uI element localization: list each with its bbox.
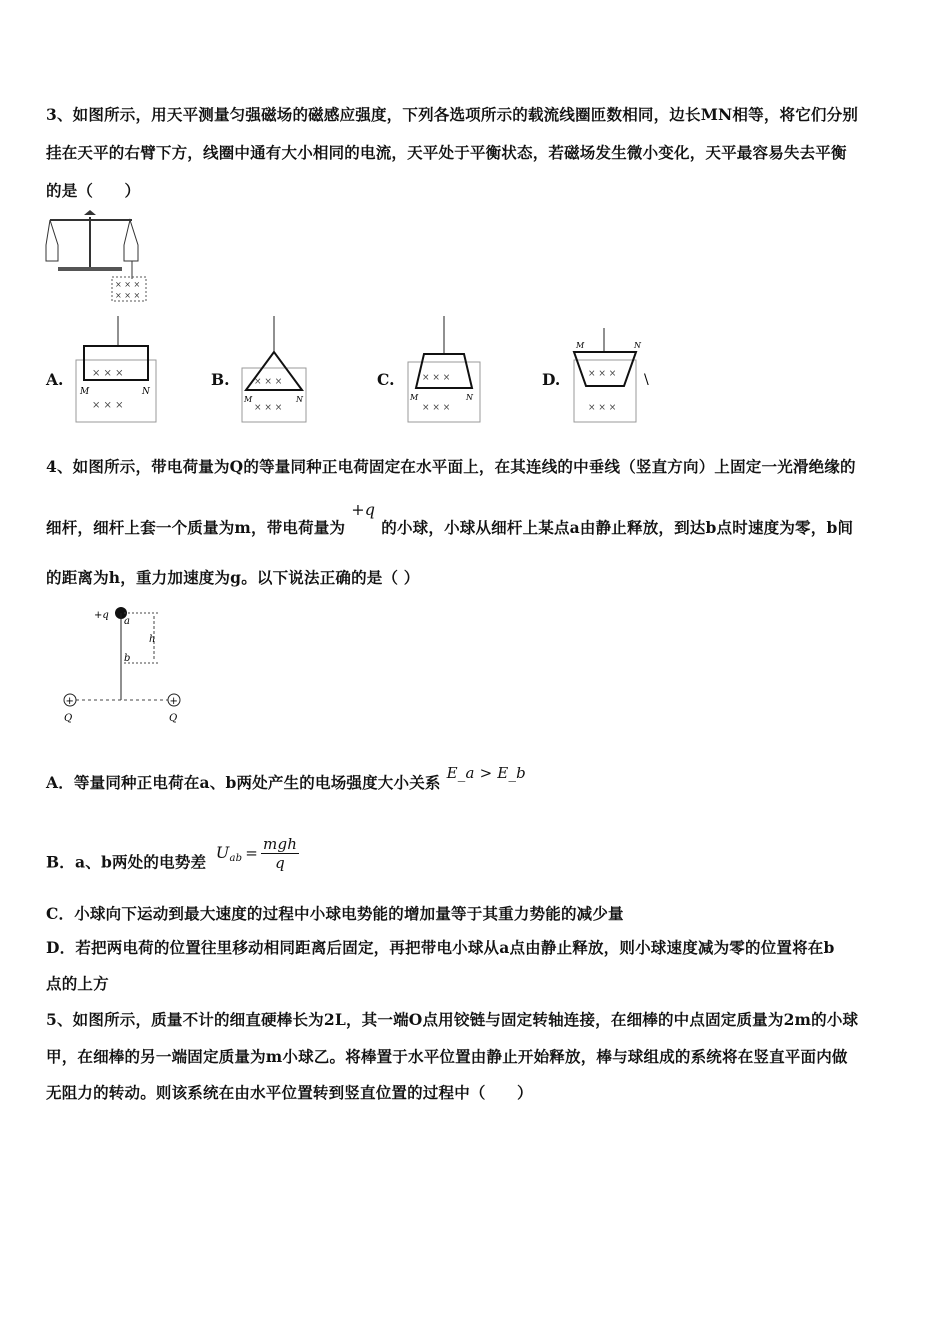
balance-field-row-2: × × ×	[115, 291, 141, 300]
q4-line-3: 的距离为h，重力加速度为g。以下说法正确的是（ ）	[46, 568, 420, 587]
fig-point-a: a	[124, 616, 130, 627]
q4-option-b-u: U	[215, 842, 230, 862]
q3-line-3: 的是（ ）	[46, 181, 141, 200]
option-a-field-1: × × ×	[92, 368, 124, 379]
option-a-field-2: × × ×	[92, 400, 124, 411]
q4-option-b-numerator: mgh	[263, 835, 298, 853]
option-c-field-2: × × ×	[422, 403, 451, 413]
option-c-n-label: N	[466, 393, 473, 402]
option-d-stray-mark: \	[644, 372, 649, 388]
q3-option-b-label: B.	[211, 370, 230, 389]
option-c-field-1: × × ×	[422, 373, 451, 383]
option-b-n-label: N	[296, 395, 303, 404]
q4-charge-expression: +q	[351, 500, 376, 519]
q4-line-1: 4、如图所示，带电荷量为Q的等量同种正电荷固定在水平面上，在其连线的中垂线（竖直方向）上固定一光滑绝缘的	[46, 457, 856, 476]
fig-right-plus: +	[169, 696, 178, 707]
option-b-field-2: × × ×	[254, 403, 283, 413]
q3-option-c-label: C.	[377, 370, 395, 389]
option-d-n-label: N	[634, 341, 641, 350]
balance-figure	[44, 205, 154, 305]
q4-line-2-part-b: 的小球，小球从细杆上某点a由静止释放，到达b点时速度为零，b间	[381, 518, 854, 537]
fig-q-label: +q	[94, 610, 109, 621]
q3-option-b-figure	[240, 316, 310, 424]
fig-right-q-label: Q	[169, 713, 178, 724]
q4-option-b-text: B．a、b两处的电势差	[46, 852, 207, 872]
q4-charge-figure	[44, 600, 194, 730]
q4-option-b-denominator: q	[275, 854, 285, 872]
fig-left-plus: +	[65, 696, 74, 707]
option-a-m-label: M	[80, 387, 90, 397]
q4-option-d-line-1: D．若把两电荷的位置往里移动相同距离后固定，再把带电小球从a点由静止释放，则小球速度减为零的位置将在b	[46, 938, 835, 957]
q3-option-d-label: D.	[542, 370, 561, 389]
q5-line-3: 无阻力的转动。则该系统在由水平位置转到竖直位置的过程中（ ）	[46, 1083, 533, 1102]
option-d-field-1: × × ×	[588, 369, 617, 379]
q3-option-d-figure	[570, 328, 660, 424]
fig-point-b: b	[124, 653, 131, 664]
option-b-field-1: × × ×	[254, 377, 283, 387]
balance-field-row-1: × × ×	[115, 280, 141, 289]
q4-line-2-part-a: 细杆，细杆上套一个质量为m，带电荷量为	[46, 518, 346, 537]
option-b-m-label: M	[244, 395, 253, 404]
q4-option-d-line-2: 点的上方	[46, 974, 109, 993]
q4-option-c: C．小球向下运动到最大速度的过程中小球电势能的增加量等于其重力势能的减少量	[46, 904, 624, 923]
option-c-m-label: M	[410, 393, 419, 402]
q4-line-2	[46, 500, 854, 538]
q3-option-a-figure	[76, 316, 156, 424]
q4-option-a-math: E_a > E_b	[446, 764, 526, 782]
fig-distance-h: h	[149, 634, 156, 645]
q4-option-a-text: A．等量同种正电荷在a、b两处产生的电场强度大小关系	[46, 773, 441, 792]
q3-option-c-figure	[406, 316, 482, 424]
q3-line-2: 挂在天平的右臂下方，线圈中通有大小相同的电流，天平处于平衡状态，若磁场发生微小变化，天平最容易失去平衡	[46, 143, 847, 162]
fig-left-q-label: Q	[64, 713, 73, 724]
q5-line-2: 甲，在细棒的另一端固定质量为m小球乙。将棒置于水平位置由静止开始释放，棒与球组成的系统将在竖直平面内做	[46, 1047, 848, 1066]
option-a-n-label: N	[142, 387, 150, 397]
q4-option-b-sub: ab	[229, 852, 243, 864]
option-d-field-2: × × ×	[588, 403, 617, 413]
q4-option-b: B．a、b两处的电势差 $U^{ab}$ = mgh q	[46, 835, 298, 872]
q4-option-a	[46, 764, 526, 793]
q3-line-1: 3、如图所示，用天平测量匀强磁场的磁感应强度，下列各选项所示的载流线圈匝数相同，边长MN相等，将它们分别	[46, 105, 859, 124]
q5-line-1: 5、如图所示，质量不计的细直硬棒长为2L，其一端O点用铰链与固定转轴连接，在细棒的中点固定质量为2m的小球	[46, 1010, 859, 1029]
q3-option-a-label: A.	[46, 370, 64, 389]
option-d-m-label: M	[576, 341, 585, 350]
q4-option-b-fraction	[261, 835, 299, 872]
